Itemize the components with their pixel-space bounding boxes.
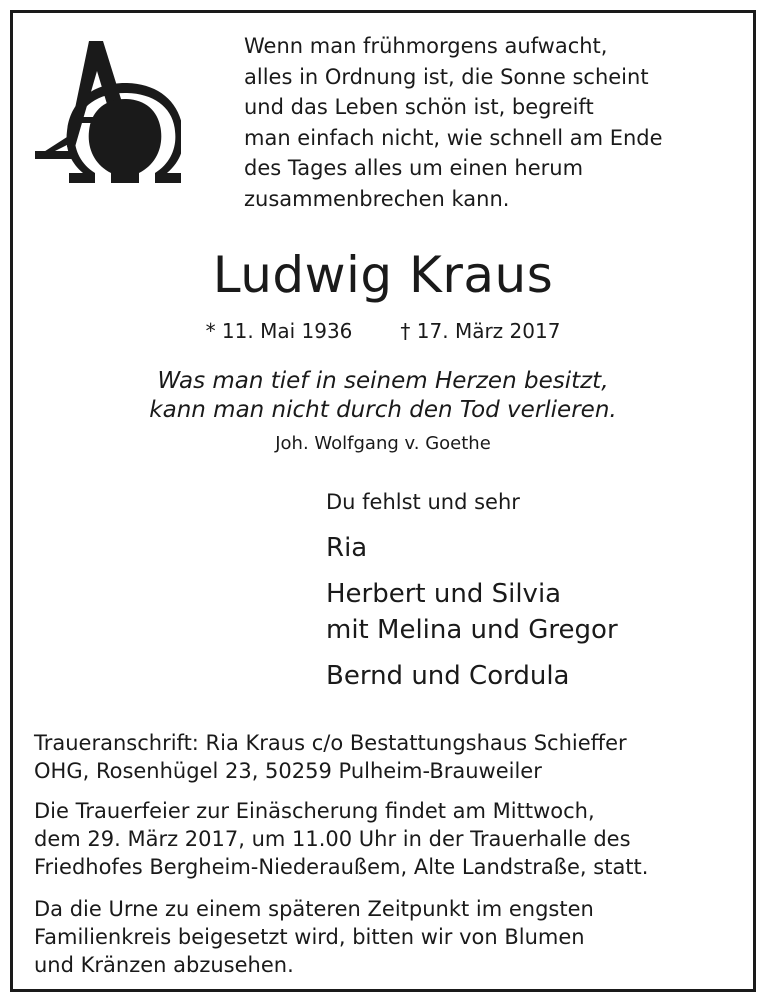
mourner-name: Ria (326, 533, 368, 563)
mourning-address (34, 729, 749, 785)
life-dates (13, 316, 753, 346)
mourner-name: Herbert und Silvia (326, 579, 562, 609)
poem-line: man einfach nicht, wie schnell am Ende (244, 125, 663, 150)
notice-line: Familienkreis beigesetzt wird, bitten wir von Blumen (34, 925, 585, 949)
poem-line: alles in Ordnung ist, die Sonne scheint (244, 64, 649, 89)
mourner-name: Bernd und Cordula (326, 661, 570, 691)
obituary-frame (10, 10, 756, 992)
alpha-omega-icon (35, 37, 181, 187)
poem-line: zusammenbrechen kann. (244, 186, 510, 211)
quote-author: Joh. Wolfgang v. Goethe (275, 433, 491, 454)
quote-line: kann man nicht durch den Tod verlieren. (149, 397, 617, 423)
deceased-name: Ludwig Kraus (212, 246, 554, 304)
ceremony-info (34, 797, 749, 881)
poem-line: und das Leben schön ist, begreift (244, 95, 594, 119)
death-date: † 17. März 2017 (400, 319, 561, 343)
mourner-name: mit Melina und Gregor (326, 615, 618, 645)
address-line: OHG, Rosenhügel 23, 50259 Pulheim-Brauweiler (34, 759, 542, 783)
ceremony-line: Die Trauerfeier zur Einäscherung findet am Mittwoch, (34, 799, 595, 823)
quote (13, 367, 753, 425)
mourners-intro: Du fehlst und sehr (326, 490, 520, 514)
poem-line: des Tages alles um einen herum (244, 156, 584, 180)
birth-date: * 11. Mai 1936 (205, 319, 353, 343)
mourners (326, 487, 746, 694)
notice-line: und Kränzen abzusehen. (34, 953, 294, 977)
notice-line: Da die Urne zu einem späteren Zeitpunkt im engsten (34, 897, 594, 921)
poem (244, 31, 744, 214)
ceremony-line: dem 29. März 2017, um 11.00 Uhr in der Trauerhalle des (34, 827, 631, 851)
flower-notice (34, 895, 749, 979)
address-line: Traueranschrift: Ria Kraus c/o Bestattungshaus Schieffer (34, 731, 627, 755)
quote-line: Was man tief in seinem Herzen besitzt, (157, 368, 609, 394)
poem-line: Wenn man frühmorgens aufwacht, (244, 34, 608, 58)
ceremony-line: Friedhofes Bergheim-Niederaußem, Alte Landstraße, statt. (34, 855, 649, 879)
